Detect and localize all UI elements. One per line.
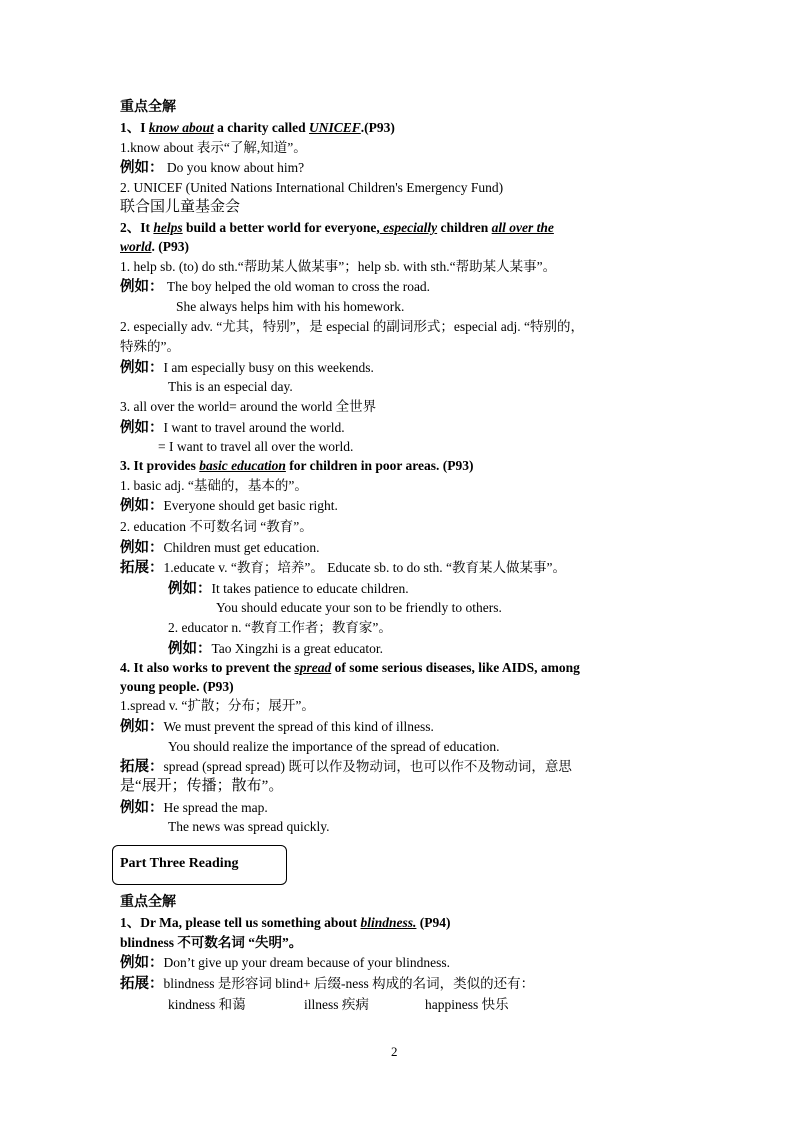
example-line: = I want to travel all over the world. (158, 439, 354, 454)
word-item: kindness 和蔼 (168, 997, 246, 1012)
example-line: 例如： Do you know about him? (120, 160, 305, 176)
note-line: 1. basic adj. “基础的，基本的”。 (120, 478, 308, 493)
point-3-title: 3. It provides basic education for children in poor areas. (P93) (120, 458, 474, 473)
point-1-title: 1、Dr Ma, please tell us something about blindness. (P94) (120, 915, 451, 930)
note-line: blindness 不可数名词 “失明”。 (120, 935, 303, 950)
example-line: 例如：Tao Xingzhi is a great educator. (168, 641, 383, 657)
point-2-title: 2、It helps build a better world for everyone, especially children all over the (120, 220, 554, 235)
point-4-title-cont: young people. (P93) (120, 679, 234, 694)
note-line: 2. UNICEF (United Nations International Children's Emergency Fund) (120, 180, 504, 195)
example-line: 例如：Don’t give up your dream because of your blindness. (120, 955, 451, 971)
example-line: 例如：We must prevent the spread of this kind of illness. (120, 719, 434, 735)
example-line: 例如：I want to travel around the world. (120, 420, 345, 436)
note-line: 3. all over the world= around the world 全世界 (120, 399, 377, 414)
page-number: 2 (391, 1044, 398, 1059)
example-line: The news was spread quickly. (168, 819, 330, 834)
example-line: She always helps him with his homework. (176, 299, 405, 314)
point-1-title: 1、I know about a charity called UNICEF.(P93) (120, 120, 395, 135)
note-line: 2. education 不可数名词 “教育”。 (120, 519, 313, 534)
note-line: 1.know about 表示“了解,知道”。 (120, 140, 307, 155)
note-line: 是“展开；传播；散布”。 (120, 778, 284, 794)
point-2-title-cont: world. (P93) (120, 239, 190, 254)
section-heading: 重点全解 (120, 895, 176, 910)
example-line: You should educate your son to be friendly to others. (216, 600, 502, 615)
note-line: 联合国儿童基金会 (120, 199, 241, 215)
note-line: 1. help sb. (to) do sth.“帮助某人做某事”；help sb. with sth.“帮助某人某事”。 (120, 259, 557, 274)
word-item: happiness 快乐 (425, 997, 509, 1012)
example-line: 例如：I am especially busy on this weekends. (120, 360, 374, 376)
example-line: 例如：He spread the map. (120, 800, 268, 816)
note-line: 1.spread v. “扩散；分布；展开”。 (120, 698, 315, 713)
part-title: Part Three Reading (120, 856, 239, 871)
example-line: 例如：Children must get education. (120, 540, 320, 556)
note-line: 特殊的”。 (120, 339, 180, 354)
note-line: 2. especially adv. “尤其，特别”，是 especial 的副词形式；especial adj. “特别的， (120, 319, 585, 334)
example-line: 例如：Everyone should get basic right. (120, 498, 338, 514)
word-item: illness 疾病 (304, 997, 369, 1012)
note-line: 2. educator n. “教育工作者；教育家”。 (168, 620, 392, 635)
example-line: 例如： The boy helped the old woman to cross the road. (120, 279, 431, 295)
point-4-title: 4. It also works to prevent the spread of some serious diseases, like AIDS, among (120, 660, 580, 675)
example-line: This is an especial day. (168, 379, 293, 394)
section-heading: 重点全解 (120, 100, 176, 115)
example-line: 例如：It takes patience to educate children. (168, 581, 409, 597)
extension-line: 拓展：blindness 是形容词 blind+ 后缀-ness 构成的名词，类似的还有： (120, 976, 535, 992)
extension-line: 拓展：spread (spread spread) 既可以作及物动词，也可以作不及物动词，意思 (120, 759, 572, 775)
example-line: You should realize the importance of the spread of education. (168, 739, 500, 754)
extension-line: 拓展：1.educate v. “教育；培养”。 Educate sb. to do sth. “教育某人做某事”。 (120, 560, 567, 576)
